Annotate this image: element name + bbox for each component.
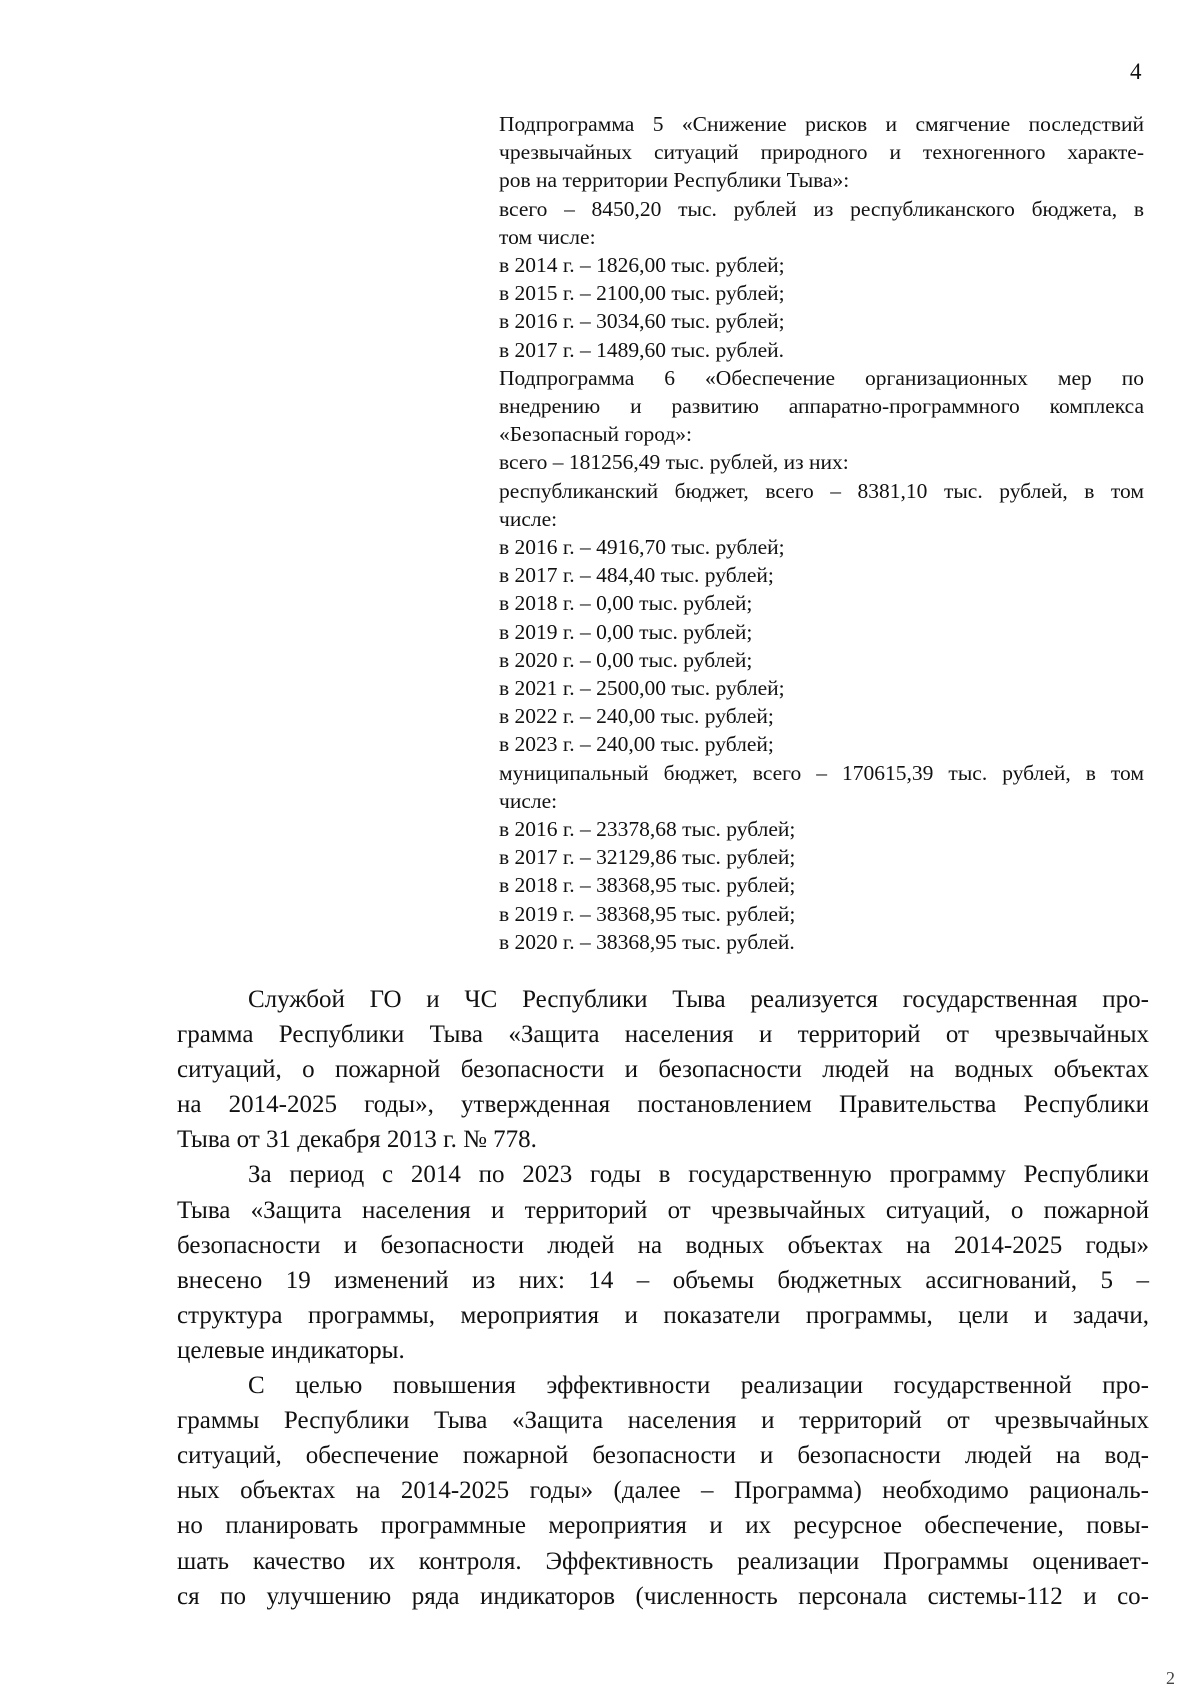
paragraph-line: безопасности и безопасности людей на водных объектах на 2014-2025 годы» [177,1231,1149,1259]
paragraph-line: граммы Республики Тыва «Защита населения и территорий от чрезвычайных [177,1407,1149,1435]
funding-line: в 2017 г. – 1489,60 тыс. рублей. [499,337,785,362]
paragraph-line: ситуаций, обеспечение пожарной безопасности и безопасности людей на вод- [177,1442,1149,1470]
body-paragraph [177,1368,1149,1614]
funding-line: муниципальный бюджет, всего – 170615,39 тыс. рублей, в том [499,760,1144,785]
paragraph-line: но планировать программные мероприятия и их ресурсное обеспечение, повы- [177,1512,1149,1540]
body-text [177,982,1149,1614]
funding-line: в 2019 г. – 38368,95 тыс. рублей; [499,901,796,926]
funding-line: том числе: [499,224,596,249]
funding-line: в 2020 г. – 38368,95 тыс. рублей. [499,929,795,954]
funding-line: в 2021 г. – 2500,00 тыс. рублей; [499,676,785,701]
body-paragraph [177,982,1149,1157]
funding-line: в 2018 г. – 0,00 тыс. рублей; [499,591,753,616]
funding-line: числе: [499,788,558,813]
funding-line: в 2022 г. – 240,00 тыс. рублей; [499,704,774,729]
paragraph-line: Тыва от 31 декабря 2013 г. № 778. [177,1126,537,1154]
funding-line: в 2018 г. – 38368,95 тыс. рублей; [499,873,796,898]
paragraph-line: грамма Республики Тыва «Защита населения и территорий от чрезвычайных [177,1021,1149,1049]
paragraph-line: С целью повышения эффективности реализации государственной про- [248,1372,1149,1400]
funding-line: в 2017 г. – 484,40 тыс. рублей; [499,563,774,588]
paragraph-line: Тыва «Защита населения и территорий от чрезвычайных ситуаций, о пожарной [177,1196,1149,1224]
funding-line: в 2019 г. – 0,00 тыс. рублей; [499,619,753,644]
paragraph-line: внесено 19 изменений из них: 14 – объемы бюджетных ассигнований, 5 – [177,1266,1149,1294]
paragraph-line: За период с 2014 по 2023 годы в государственную программу Республики [248,1161,1149,1189]
funding-line: в 2023 г. – 240,00 тыс. рублей; [499,732,774,757]
funding-line: внедрению и развитию аппаратно-программного комплекса [499,394,1144,419]
funding-line: Подпрограмма 5 «Снижение рисков и смягчение последствий [499,112,1144,136]
paragraph-line: ся по улучшению ряда индикаторов (численность персонала системы-112 и со- [177,1582,1149,1610]
funding-line: в 2016 г. – 3034,60 тыс. рублей; [499,309,785,334]
funding-line: в 2015 г. – 2100,00 тыс. рублей; [499,281,785,306]
body-paragraph [177,1157,1149,1368]
paragraph-line: шать качество их контроля. Эффективность реализации Программы оценивает- [177,1547,1149,1575]
paragraph-line: Службой ГО и ЧС Республики Тыва реализуется государственная про- [248,986,1149,1013]
paragraph-line: ситуаций, о пожарной безопасности и безопасности людей на водных объектах [177,1056,1149,1084]
funding-line: в 2017 г. – 32129,86 тыс. рублей; [499,845,796,870]
funding-line: Подпрограмма 6 «Обеспечение организационных мер по [499,365,1144,390]
funding-line: в 2014 г. – 1826,00 тыс. рублей; [499,253,785,278]
paragraph-line: целевые индикаторы. [177,1336,405,1364]
funding-line: «Безопасный город»: [499,422,693,447]
funding-line: в 2016 г. – 23378,68 тыс. рублей; [499,817,796,842]
page-number: 4 [1130,59,1142,84]
funding-line: всего – 181256,49 тыс. рублей, из них: [499,450,849,475]
funding-line: ров на территории Республики Тыва»: [499,168,850,193]
funding-summary-block [499,110,1144,956]
paragraph-line: ных объектах на 2014-2025 годы» (далее – Программа) необходимо рациональ- [177,1477,1149,1505]
paragraph-line: структура программы, мероприятия и показатели программы, цели и задачи, [177,1301,1149,1329]
funding-line: республиканский бюджет, всего – 8381,10 тыс. рублей, в том [499,478,1144,503]
funding-line: в 2016 г. – 4916,70 тыс. рублей; [499,535,785,560]
paragraph-line: на 2014-2025 годы», утвержденная постановлением Правительства Республики [177,1091,1149,1119]
corner-mark: 2 [1166,1668,1175,1688]
funding-line: чрезвычайных ситуаций природного и техногенного характе- [499,140,1144,165]
funding-line: в 2020 г. – 0,00 тыс. рублей; [499,647,753,672]
funding-line: числе: [499,506,558,531]
funding-line: всего – 8450,20 тыс. рублей из республиканского бюджета, в [499,196,1144,221]
